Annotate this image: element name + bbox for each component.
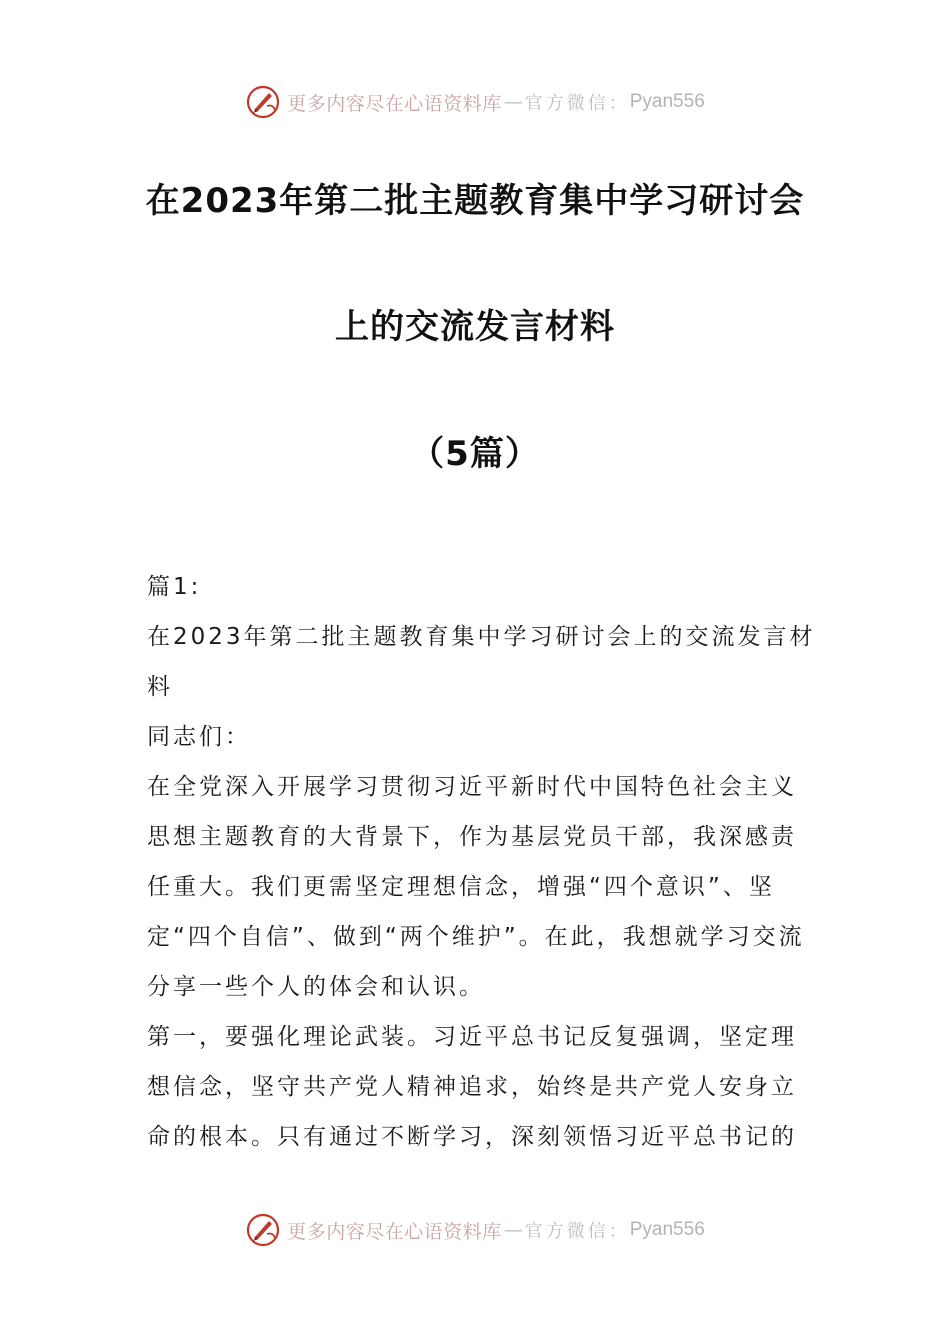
paragraph: 第一，要强化理论武装。习近平总书记反复强调，坚定理想信念，坚守共产党人精神追求，始终是共产党人安身立命的根本。只有通过不断学习，深刻领悟习近平总书记的 bbox=[147, 1024, 797, 1150]
banner-wechat-id: Pyan556 bbox=[629, 91, 705, 112]
banner-separator: — bbox=[503, 91, 523, 113]
footer-banner bbox=[0, 1210, 950, 1250]
banner-wechat-label: 官方微信： bbox=[524, 1221, 630, 1242]
banner-separator: — bbox=[503, 1219, 523, 1241]
document-count: （5篇） bbox=[410, 434, 540, 474]
banner-text: 更多内容尽在心语资料库 bbox=[287, 92, 502, 115]
header-banner bbox=[0, 82, 950, 122]
paragraph: 在全党深入开展学习贯彻习近平新时代中国特色社会主义思想主题教育的大背景下，作为基层党员干部，我深感责任重大。我们更需坚定理想信念，增强“四个意识”、坚定“四个自信”、做到“两个维护”。在此，我想就学习交流分享一些个人的体会和认识。 bbox=[147, 774, 805, 1000]
banner-text: 更多内容尽在心语资料库 bbox=[287, 1220, 502, 1243]
banner-wechat-id: Pyan556 bbox=[629, 1219, 705, 1240]
document-title-line-1: 在2023年第二批主题教育集中学习研讨会 bbox=[145, 181, 805, 221]
section-label: 篇1: bbox=[147, 574, 202, 600]
section-subtitle: 在2023年第二批主题教育集中学习研讨会上的交流发言材料 bbox=[147, 624, 816, 700]
brush-logo-icon bbox=[245, 84, 281, 120]
document-body bbox=[147, 562, 817, 1162]
brush-logo-icon bbox=[245, 1212, 281, 1248]
document-title-line-2: 上的交流发言材料 bbox=[335, 307, 615, 347]
salutation: 同志们： bbox=[147, 724, 251, 750]
banner-wechat-label: 官方微信： bbox=[524, 93, 630, 114]
